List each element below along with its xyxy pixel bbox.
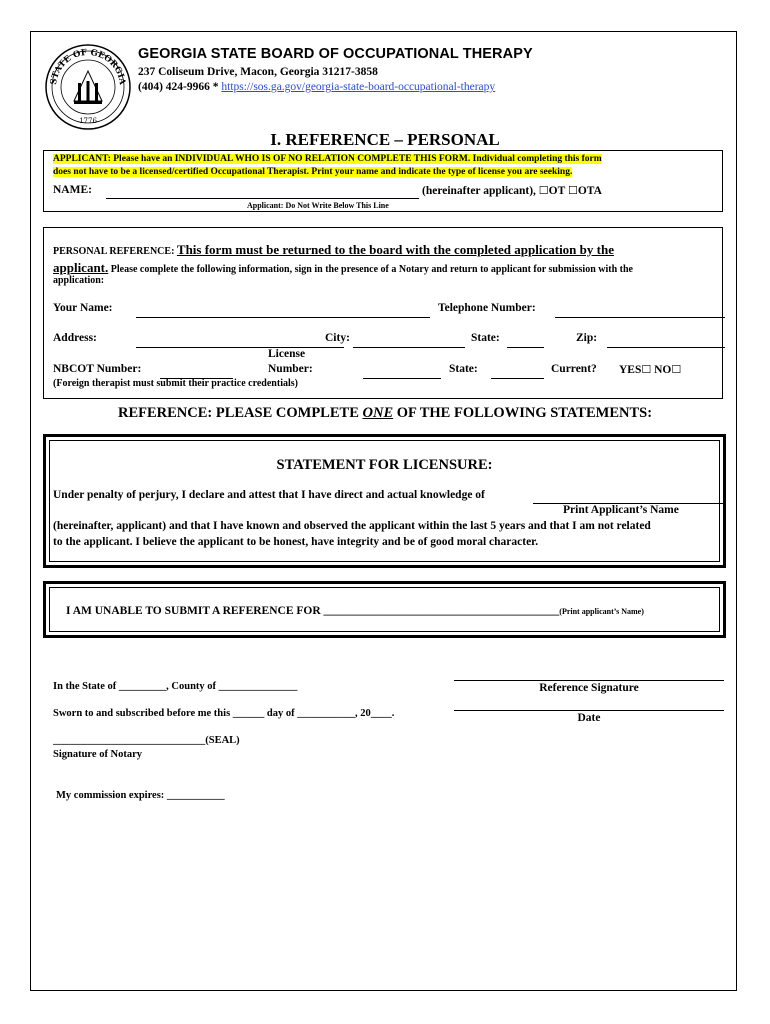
unable-statement[interactable] [66,605,644,617]
no-checkbox[interactable]: ☐ [671,363,682,376]
applicant-name-field[interactable] [106,198,419,199]
intro-label: PERSONAL REFERENCE: [53,246,177,257]
seal-year: 1776 [79,117,97,125]
seal-text: STATE OF GEORGIA [48,47,128,86]
name-label: NAME: [53,184,92,196]
license-label-line2: Number: [268,363,313,375]
heading-one: ONE [362,405,394,421]
notary-signature-label: Signature of Notary [53,749,143,760]
print-applicant-name-label: Print Applicant’s Name [563,504,679,516]
address-label: Address: [53,332,97,344]
unable-note: (Print applicant’s Name) [559,607,644,616]
do-not-write-note: Applicant: Do Not Write Below This Line [247,201,389,210]
applicant-license-type [422,184,602,197]
complete-one-heading [0,405,770,422]
your-name-label: Your Name: [53,302,113,314]
state-label: State: [471,332,500,344]
licensure-statement-box [43,434,726,568]
licensure-line-3: to the applicant. I believe the applicant to be honest, have integrity and be of good moral character. [53,536,539,548]
license-number-field[interactable] [363,378,441,379]
section-title: I. REFERENCE – PERSONAL [270,130,500,149]
intro-underlined-2: applicant. [53,260,109,275]
reference-intro [53,242,717,278]
intro-rest-2: application: [53,275,105,286]
unable-statement-box [43,581,726,638]
your-name-field[interactable] [136,317,430,318]
address-field[interactable] [136,347,344,348]
intro-underlined-1: This form must be returned to the board with the completed application by the [176,242,614,257]
date-label: Date [577,712,601,724]
georgia-seal-icon [44,43,132,131]
intro-rest-1: Please complete the following information, sign in the presence of a Notary and return to applicant for submission with the [108,264,633,275]
current-label: Current? [551,363,597,375]
yes-checkbox[interactable]: ☐ [641,363,652,376]
board-title: GEORGIA STATE BOARD OF OCCUPATIONAL THERAPY [138,46,533,62]
city-label: City: [325,332,350,344]
applicant-instructions [53,153,602,179]
state-field[interactable] [507,347,544,348]
telephone-label: Telephone Number: [438,302,536,314]
board-url-link[interactable]: https://sos.ga.gov/georgia-state-board-occupational-therapy [221,81,496,93]
zip-label: Zip: [576,332,598,344]
ot-label: OT [548,185,568,197]
reference-info-box [43,227,723,399]
licensure-line-1: Under penalty of perjury, I declare and attest that I have direct and actual knowledge of [53,489,485,501]
heading-pre: REFERENCE: PLEASE COMPLETE [117,405,363,421]
instructions-line-1: APPLICANT: Please have an INDIVIDUAL WHO IS OF NO RELATION COMPLETE THIS FORM. Individual completing this form [53,154,602,164]
ot-checkbox[interactable]: ☐ [538,184,549,197]
licensure-line-2: (hereinafter, applicant) and that I have known and observed the applicant within the last 5 years and that I am not related [53,520,651,532]
ota-label: OTA [577,185,602,197]
nbcot-label: NBCOT Number: [53,363,142,375]
name-suffix: (hereinafter applicant), [422,185,539,197]
ota-checkbox[interactable]: ☐ [567,184,578,197]
current-options [619,363,681,376]
zip-field[interactable] [607,347,725,348]
city-field[interactable] [353,347,465,348]
unable-text: I AM UNABLE TO SUBMIT A REFERENCE FOR _________________________________________ [66,605,560,617]
instructions-line-2: does not have to be a licensed/certified Occupational Therapist. Print your name and indicate the type of license you are seeking. [53,167,573,177]
telephone-field[interactable] [555,317,725,318]
no-label: NO [651,364,672,376]
foreign-note: (Foreign therapist must submit their practice credentials) [53,378,298,389]
heading-post: OF THE FOLLOWING STATEMENTS: [393,405,653,421]
license-state-field[interactable] [491,378,544,379]
svg-text:STATE OF GEORGIA [49,48,127,86]
state-county-line[interactable]: In the State of _________, County of _______________ [53,681,298,692]
board-address: 237 Coliseum Drive, Macon, Georgia 31217-3858 [138,66,378,78]
date-field[interactable] [454,710,724,711]
license-state-label: State: [449,363,478,375]
yes-label: YES [619,364,642,376]
licensure-title: STATEMENT FOR LICENSURE: [276,457,493,473]
reference-signature-label: Reference Signature [539,682,639,694]
license-label-line1: License [268,348,306,360]
applicant-box [43,150,723,212]
sworn-line[interactable]: Sworn to and subscribed before me this ______ day of ___________, 20____. [53,708,395,719]
notary-seal-line[interactable]: _____________________________(SEAL) [53,735,240,746]
board-contact [138,81,495,93]
commission-expires-line[interactable]: My commission expires: ___________ [56,790,225,801]
reference-signature-field[interactable] [454,680,724,681]
board-phone: (404) 424-9966 * [138,81,222,93]
